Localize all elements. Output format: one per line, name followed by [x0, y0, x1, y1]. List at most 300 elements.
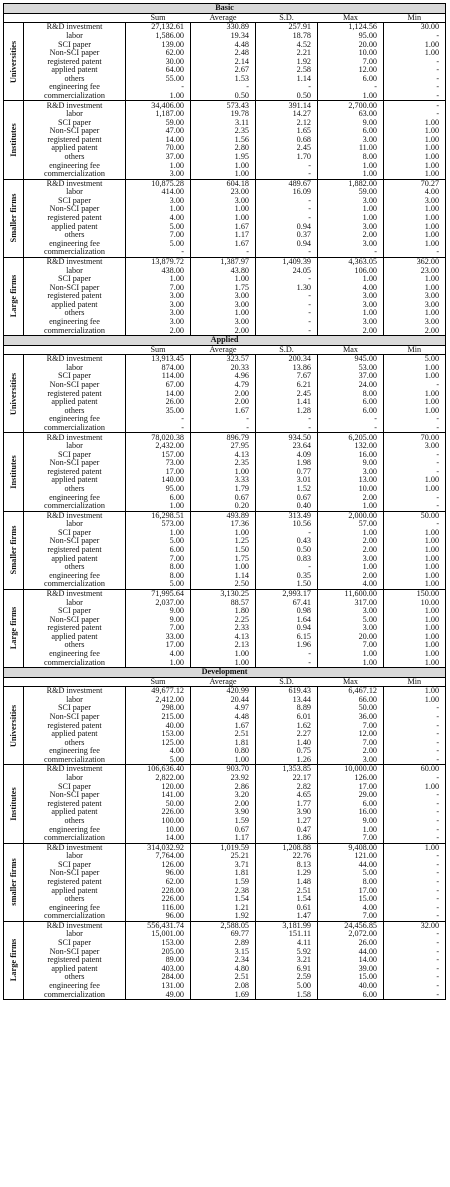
- cell-s-d: 1.58: [256, 990, 318, 999]
- variable-label: commercialization: [24, 658, 126, 667]
- cell-max: 44.00: [318, 861, 384, 870]
- cell-s-d: 16.09: [256, 188, 318, 197]
- table-row: [4, 101, 446, 110]
- variable-label: engineering fee: [24, 415, 126, 424]
- variable-label: commercialization: [24, 580, 126, 589]
- cell-min: 32.00: [384, 921, 446, 930]
- variable-label: labor: [24, 696, 126, 705]
- cell-s-d: 0.75: [256, 747, 318, 756]
- cell-s-d: 2.21: [256, 49, 318, 58]
- cell-min: 1.00: [384, 485, 446, 494]
- cell-s-d: 5.00: [256, 982, 318, 991]
- variable-label: commercialization: [24, 424, 126, 433]
- cell-sum: 13,879.72: [126, 257, 191, 266]
- group-label-cell: [4, 23, 24, 101]
- variable-label: commercialization: [24, 990, 126, 999]
- cell-average: 1.00: [191, 161, 256, 170]
- cell-min: -: [384, 713, 446, 722]
- cell-average: 1.14: [191, 572, 256, 581]
- cell-min: -: [384, 990, 446, 999]
- variable-label: Non-SCI paper: [24, 869, 126, 878]
- cell-average: 1.80: [191, 607, 256, 616]
- table-row: [4, 861, 446, 870]
- cell-min: -: [384, 965, 446, 974]
- cell-min: 362.00: [384, 257, 446, 266]
- cell-sum: 4.00: [126, 747, 191, 756]
- cell-max: 10.00: [318, 485, 384, 494]
- cell-max: 14.00: [318, 956, 384, 965]
- cell-s-d: 0.67: [256, 493, 318, 502]
- cell-s-d: 0.94: [256, 240, 318, 249]
- cell-s-d: -: [256, 161, 318, 170]
- cell-s-d: 1.65: [256, 127, 318, 136]
- cell-sum: 62.00: [126, 878, 191, 887]
- cell-max: 24,456.85: [318, 921, 384, 930]
- cell-max: 2.00: [318, 747, 384, 756]
- cell-sum: 13,913.45: [126, 355, 191, 364]
- cell-sum: 47.00: [126, 127, 191, 136]
- cell-max: 8.00: [318, 153, 384, 162]
- column-header-average: Average: [191, 13, 256, 23]
- cell-min: 1.00: [384, 624, 446, 633]
- cell-s-d: 10.56: [256, 520, 318, 529]
- cell-sum: 49.00: [126, 990, 191, 999]
- cell-s-d: 2.12: [256, 119, 318, 128]
- table-row: [4, 800, 446, 809]
- variable-label: SCI paper: [24, 782, 126, 791]
- cell-average: 19.78: [191, 110, 256, 119]
- group-label: Universities: [8, 372, 18, 415]
- cell-min: -: [384, 982, 446, 991]
- variable-label: SCI paper: [24, 861, 126, 870]
- variable-label: commercialization: [24, 92, 126, 101]
- cell-average: 2.35: [191, 459, 256, 468]
- cell-sum: 1.00: [126, 658, 191, 667]
- cell-average: 2.51: [191, 730, 256, 739]
- variable-label: Non-SCI paper: [24, 947, 126, 956]
- cell-s-d: -: [256, 415, 318, 424]
- cell-max: 3.00: [318, 197, 384, 206]
- table-row: [4, 493, 446, 502]
- variable-label: engineering fee: [24, 747, 126, 756]
- cell-min: -: [384, 92, 446, 101]
- cell-s-d: 1.47: [256, 912, 318, 921]
- cell-sum: 64.00: [126, 66, 191, 75]
- cell-s-d: 4.52: [256, 40, 318, 49]
- table-row: [4, 66, 446, 75]
- cell-max: 16.00: [318, 450, 384, 459]
- table-row: [4, 947, 446, 956]
- cell-max: 29.00: [318, 791, 384, 800]
- cell-max: 10,000.00: [318, 765, 384, 774]
- cell-max: 317.00: [318, 598, 384, 607]
- header-blank: [4, 345, 126, 355]
- cell-average: 2.50: [191, 580, 256, 589]
- column-header-s-d: S.D.: [256, 13, 318, 23]
- cell-average: 88.57: [191, 598, 256, 607]
- cell-min: -: [384, 774, 446, 783]
- table-row: [4, 57, 446, 66]
- variable-label: SCI paper: [24, 197, 126, 206]
- cell-max: 1.00: [318, 275, 384, 284]
- cell-min: -: [384, 930, 446, 939]
- cell-average: 1.00: [191, 468, 256, 477]
- cell-min: 1.00: [384, 476, 446, 485]
- table-row: [4, 49, 446, 58]
- variable-label: SCI paper: [24, 607, 126, 616]
- table-row: [4, 433, 446, 442]
- cell-min: -: [384, 956, 446, 965]
- variable-label: others: [24, 895, 126, 904]
- variable-label: applied patent: [24, 301, 126, 310]
- group-label: Smaller firms: [8, 525, 18, 575]
- cell-average: 3,130.25: [191, 589, 256, 598]
- cell-s-d: 0.94: [256, 222, 318, 231]
- cell-sum: 106,636.40: [126, 765, 191, 774]
- variable-label: SCI paper: [24, 40, 126, 49]
- cell-sum: 438.00: [126, 266, 191, 275]
- cell-min: 1.00: [384, 687, 446, 696]
- cell-min: 1.00: [384, 153, 446, 162]
- cell-average: 4.80: [191, 965, 256, 974]
- group-label: Large firms: [8, 939, 18, 982]
- cell-sum: 7.00: [126, 554, 191, 563]
- cell-max: 95.00: [318, 32, 384, 41]
- cell-max: 9.00: [318, 459, 384, 468]
- cell-min: -: [384, 939, 446, 948]
- cell-s-d: 6.91: [256, 965, 318, 974]
- cell-s-d: -: [256, 275, 318, 284]
- cell-average: 493.89: [191, 511, 256, 520]
- cell-sum: 3.00: [126, 301, 191, 310]
- cell-max: 2,072.00: [318, 930, 384, 939]
- variable-label: engineering fee: [24, 650, 126, 659]
- cell-max: 1.00: [318, 170, 384, 179]
- cell-min: -: [384, 852, 446, 861]
- cell-sum: 414.00: [126, 188, 191, 197]
- cell-min: 3.00: [384, 292, 446, 301]
- cell-min: -: [384, 32, 446, 41]
- column-header-min: Min: [384, 345, 446, 355]
- cell-min: -: [384, 381, 446, 390]
- cell-max: 1.00: [318, 214, 384, 223]
- cell-average: 4.96: [191, 372, 256, 381]
- cell-s-d: 1,208.88: [256, 843, 318, 852]
- table-row: [4, 450, 446, 459]
- cell-max: 20.00: [318, 633, 384, 642]
- cell-max: 1.00: [318, 161, 384, 170]
- cell-average: 0.80: [191, 747, 256, 756]
- variable-label: others: [24, 563, 126, 572]
- cell-s-d: 6.21: [256, 381, 318, 390]
- cell-s-d: 0.50: [256, 92, 318, 101]
- variable-label: Non-SCI paper: [24, 791, 126, 800]
- cell-sum: 1.00: [126, 205, 191, 214]
- cell-s-d: 0.43: [256, 537, 318, 546]
- cell-average: 2.51: [191, 973, 256, 982]
- cell-max: 44.00: [318, 947, 384, 956]
- table-row: [4, 153, 446, 162]
- section-title-row-applied: [4, 335, 446, 345]
- section-title: Basic: [4, 4, 446, 14]
- cell-min: 1.00: [384, 537, 446, 546]
- cell-average: 2.25: [191, 615, 256, 624]
- cell-min: 3.00: [384, 301, 446, 310]
- cell-s-d: 1.14: [256, 75, 318, 84]
- cell-sum: 3.00: [126, 318, 191, 327]
- table-row: [4, 739, 446, 748]
- cell-max: 2.00: [318, 546, 384, 555]
- cell-s-d: 4.11: [256, 939, 318, 948]
- cell-average: 1.95: [191, 153, 256, 162]
- variable-label: labor: [24, 930, 126, 939]
- cell-s-d: 0.50: [256, 546, 318, 555]
- cell-max: 8.00: [318, 878, 384, 887]
- cell-min: 1.00: [384, 214, 446, 223]
- cell-average: 2.33: [191, 624, 256, 633]
- cell-min: 1.00: [384, 580, 446, 589]
- cell-s-d: -: [256, 309, 318, 318]
- cell-sum: 33.00: [126, 633, 191, 642]
- cell-min: -: [384, 886, 446, 895]
- cell-min: -: [384, 800, 446, 809]
- cell-s-d: 1,353.85: [256, 765, 318, 774]
- cell-sum: 1,586.00: [126, 32, 191, 41]
- variable-label: engineering fee: [24, 904, 126, 913]
- cell-min: -: [384, 791, 446, 800]
- cell-sum: 874.00: [126, 364, 191, 373]
- cell-sum: 226.00: [126, 808, 191, 817]
- table-row: [4, 956, 446, 965]
- cell-max: 1.00: [318, 563, 384, 572]
- cell-min: 1.00: [384, 127, 446, 136]
- cell-s-d: 1,409.39: [256, 257, 318, 266]
- cell-max: 57.00: [318, 520, 384, 529]
- column-header-row: [4, 677, 446, 687]
- variable-label: labor: [24, 110, 126, 119]
- variable-label: labor: [24, 266, 126, 275]
- cell-max: 2.00: [318, 231, 384, 240]
- cell-max: 1.00: [318, 825, 384, 834]
- table-row: [4, 309, 446, 318]
- table-row: [4, 284, 446, 293]
- cell-average: 1.00: [191, 563, 256, 572]
- cell-average: 1.67: [191, 407, 256, 416]
- table-row: [4, 442, 446, 451]
- variable-label: Non-SCI paper: [24, 459, 126, 468]
- cell-min: 70.27: [384, 179, 446, 188]
- table-row: [4, 554, 446, 563]
- cell-max: 7.00: [318, 912, 384, 921]
- cell-average: 20.33: [191, 364, 256, 373]
- cell-s-d: 1.26: [256, 756, 318, 765]
- cell-min: -: [384, 834, 446, 843]
- table-row: [4, 878, 446, 887]
- column-header-s-d: S.D.: [256, 677, 318, 687]
- table-row: [4, 485, 446, 494]
- table-row: [4, 502, 446, 511]
- cell-average: 1.17: [191, 231, 256, 240]
- cell-sum: 34,406.00: [126, 101, 191, 110]
- cell-average: 69.77: [191, 930, 256, 939]
- cell-s-d: 8.13: [256, 861, 318, 870]
- cell-average: 1,019.59: [191, 843, 256, 852]
- table-row: [4, 982, 446, 991]
- cell-min: 1.00: [384, 275, 446, 284]
- cell-average: 27.95: [191, 442, 256, 451]
- cell-min: -: [384, 895, 446, 904]
- cell-sum: 59.00: [126, 119, 191, 128]
- cell-s-d: 67.41: [256, 598, 318, 607]
- cell-sum: 298.00: [126, 704, 191, 713]
- cell-average: 4.79: [191, 381, 256, 390]
- cell-max: 40.00: [318, 982, 384, 991]
- variable-label: SCI paper: [24, 529, 126, 538]
- cell-min: 1.00: [384, 119, 446, 128]
- cell-max: 6.00: [318, 407, 384, 416]
- column-header-min: Min: [384, 13, 446, 23]
- cell-average: 3.71: [191, 861, 256, 870]
- section-title-row-development: [4, 667, 446, 677]
- cell-average: 4.48: [191, 713, 256, 722]
- variable-label: others: [24, 641, 126, 650]
- cell-min: -: [384, 57, 446, 66]
- variable-label: commercialization: [24, 248, 126, 257]
- cell-s-d: 1.28: [256, 407, 318, 416]
- cell-sum: 141.00: [126, 791, 191, 800]
- table-row: [4, 869, 446, 878]
- variable-label: applied patent: [24, 633, 126, 642]
- cell-average: 323.57: [191, 355, 256, 364]
- cell-min: 1.00: [384, 389, 446, 398]
- cell-sum: 15,001.00: [126, 930, 191, 939]
- cell-min: -: [384, 248, 446, 257]
- variable-label: commercialization: [24, 912, 126, 921]
- variable-label: R&D investment: [24, 257, 126, 266]
- variable-label: labor: [24, 774, 126, 783]
- cell-average: 1.50: [191, 546, 256, 555]
- cell-s-d: 8.89: [256, 704, 318, 713]
- table-row: [4, 825, 446, 834]
- variable-label: applied patent: [24, 965, 126, 974]
- cell-sum: -: [126, 248, 191, 257]
- table-row: [4, 895, 446, 904]
- table-row: [4, 222, 446, 231]
- variable-label: others: [24, 973, 126, 982]
- cell-s-d: 0.94: [256, 624, 318, 633]
- cell-average: 1.92: [191, 912, 256, 921]
- cell-average: 2.35: [191, 127, 256, 136]
- cell-min: -: [384, 817, 446, 826]
- cell-max: 7.00: [318, 57, 384, 66]
- cell-average: 1.17: [191, 834, 256, 843]
- cell-sum: 5.00: [126, 240, 191, 249]
- table-row: [4, 179, 446, 188]
- variable-label: applied patent: [24, 808, 126, 817]
- cell-max: 66.00: [318, 696, 384, 705]
- cell-min: 150.00: [384, 589, 446, 598]
- table-row: [4, 372, 446, 381]
- cell-s-d: 1.62: [256, 721, 318, 730]
- cell-max: 1.00: [318, 650, 384, 659]
- variable-label: R&D investment: [24, 179, 126, 188]
- cell-sum: 126.00: [126, 861, 191, 870]
- cell-s-d: 1.50: [256, 580, 318, 589]
- cell-average: 573.43: [191, 101, 256, 110]
- cell-s-d: 0.83: [256, 554, 318, 563]
- cell-s-d: 1.64: [256, 615, 318, 624]
- group-label: Institutes: [8, 123, 18, 157]
- cell-max: 17.00: [318, 886, 384, 895]
- cell-s-d: -: [256, 529, 318, 538]
- cell-sum: 10,875.28: [126, 179, 191, 188]
- cell-s-d: 3.90: [256, 808, 318, 817]
- cell-sum: 2.00: [126, 326, 191, 335]
- cell-sum: 2,432.00: [126, 442, 191, 451]
- cell-sum: 139.00: [126, 40, 191, 49]
- cell-s-d: -: [256, 563, 318, 572]
- variable-label: R&D investment: [24, 433, 126, 442]
- cell-sum: 26.00: [126, 398, 191, 407]
- cell-sum: -: [126, 415, 191, 424]
- cell-average: 420.99: [191, 687, 256, 696]
- table-row: [4, 650, 446, 659]
- cell-min: 3.00: [384, 197, 446, 206]
- cell-sum: 7.00: [126, 624, 191, 633]
- cell-average: 2.00: [191, 398, 256, 407]
- cell-max: 106.00: [318, 266, 384, 275]
- cell-sum: 3.00: [126, 170, 191, 179]
- cell-min: -: [384, 869, 446, 878]
- table-row: [4, 563, 446, 572]
- cell-average: 1.81: [191, 869, 256, 878]
- cell-average: 1.00: [191, 309, 256, 318]
- cell-average: 1.21: [191, 904, 256, 913]
- variable-label: SCI paper: [24, 450, 126, 459]
- table-row: [4, 318, 446, 327]
- cell-average: 3.33: [191, 476, 256, 485]
- cell-average: -: [191, 248, 256, 257]
- cell-sum: 573.00: [126, 520, 191, 529]
- cell-average: 2.14: [191, 57, 256, 66]
- variable-label: SCI paper: [24, 939, 126, 948]
- table-row: [4, 537, 446, 546]
- cell-average: 903.70: [191, 765, 256, 774]
- cell-min: -: [384, 808, 446, 817]
- variable-label: registered patent: [24, 136, 126, 145]
- cell-s-d: 6.15: [256, 633, 318, 642]
- variable-label: R&D investment: [24, 355, 126, 364]
- table-row: [4, 266, 446, 275]
- table-row: [4, 205, 446, 214]
- cell-average: 1.00: [191, 529, 256, 538]
- cell-average: 4.97: [191, 704, 256, 713]
- cell-max: 9.00: [318, 119, 384, 128]
- cell-sum: 5.00: [126, 756, 191, 765]
- cell-sum: 100.00: [126, 817, 191, 826]
- cell-s-d: 0.77: [256, 468, 318, 477]
- table-row: [4, 214, 446, 223]
- table-row: [4, 658, 446, 667]
- cell-sum: 2,822.00: [126, 774, 191, 783]
- cell-min: -: [384, 520, 446, 529]
- cell-average: -: [191, 83, 256, 92]
- cell-min: 1.00: [384, 40, 446, 49]
- table-row: [4, 197, 446, 206]
- cell-max: 20.00: [318, 40, 384, 49]
- cell-s-d: 6.01: [256, 713, 318, 722]
- cell-min: 1.00: [384, 843, 446, 852]
